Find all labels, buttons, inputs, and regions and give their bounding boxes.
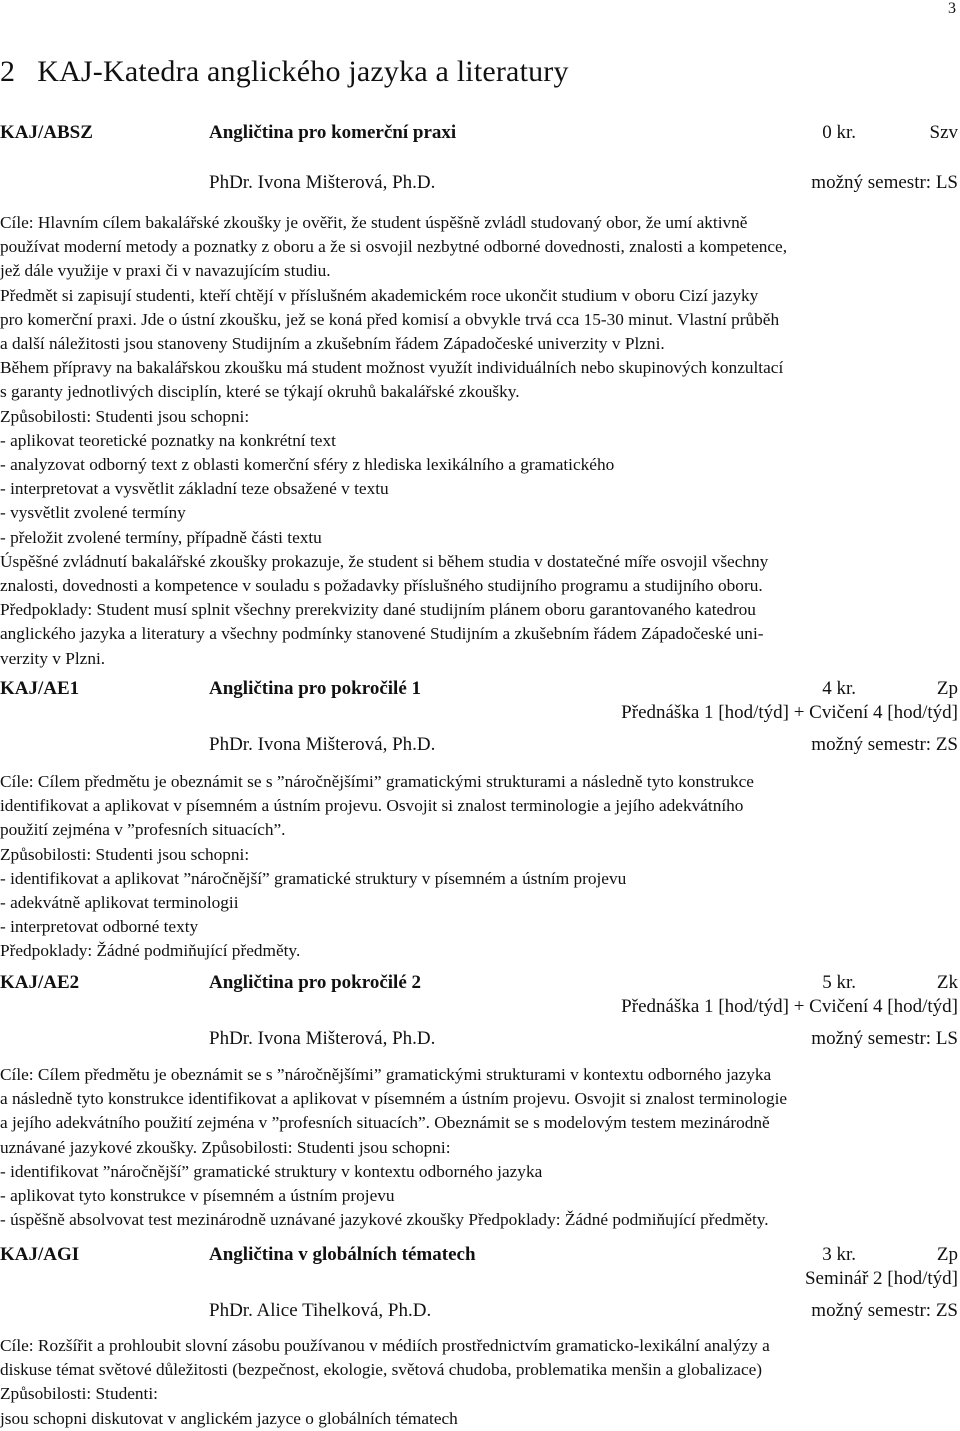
- text-line: Předmět si zapisují studenti, kteří chtějí v příslušném akademickém roce ukončit studium v oboru Cizí jazyky: [0, 285, 759, 305]
- course-code: KAJ/AE2: [0, 972, 80, 993]
- list-item: - interpretovat odborné texty: [0, 917, 199, 937]
- course-semester: možný semestr: ZS: [811, 734, 958, 755]
- course-completion: Zp: [936, 678, 958, 699]
- course-teacher: PhDr. Ivona Mišterová, Ph.D.: [209, 172, 436, 193]
- course-credits: 4 kr.: [822, 678, 856, 699]
- course-header: [0, 122, 960, 196]
- course-code: KAJ/AGI: [0, 1244, 80, 1265]
- course-completion: Szv: [929, 122, 958, 143]
- course-name: Angličtina v globálních tématech: [209, 1244, 476, 1265]
- list-item: - přeložit zvolené termíny, případně části textu: [0, 527, 322, 547]
- text-line: jež dále využije v praxi či v navazujícím studiu.: [0, 261, 331, 281]
- text-line: použití zejména v ”profesních situacích”.: [0, 820, 286, 840]
- text-line: a následně tyto konstrukce identifikovat a aplikovat v písemném a ústním projevu. Osvojit si znalost terminologie: [0, 1089, 788, 1109]
- text-line: Způsobilosti: Studenti:: [0, 1384, 158, 1404]
- list-item: - interpretovat a vysvětlit základní teze obsažené v textu: [0, 479, 389, 499]
- course-teacher: PhDr. Ivona Mišterová, Ph.D.: [209, 1028, 436, 1049]
- text-line: Úspěšné zvládnutí bakalářské zkoušky prokazuje, že student si během studia v dostatečné míře osvojil všechny: [0, 551, 769, 571]
- text-line: identifikovat a aplikovat v písemném a ústním projevu. Osvojit si znalost terminologie a jejího adekvátního: [0, 796, 744, 816]
- course-name: Angličtina pro pokročilé 1: [209, 678, 422, 699]
- text-line: Cíle: Cílem předmětu je obeznámit se s ”náročnějšími” gramatickými strukturami a následně tyto konstrukce: [0, 772, 754, 791]
- course-description: [0, 770, 960, 964]
- course-teacher: PhDr. Alice Tihelková, Ph.D.: [209, 1300, 432, 1321]
- list-item: - aplikovat teoretické poznatky na konkrétní text: [0, 430, 336, 450]
- course-credits: 0 kr.: [822, 122, 856, 143]
- text-line: Způsobilosti: Studenti jsou schopni:: [0, 844, 250, 864]
- section-heading: [0, 55, 569, 89]
- page-number: 3: [948, 0, 956, 17]
- list-item: - identifikovat a aplikovat ”náročnější” gramatické struktury v písemném a ústním projevu: [0, 868, 627, 888]
- text-line: Cíle: Cílem předmětu je obeznámit se s ”náročnějšími” gramatickými strukturami v kontextu odborného jazyka: [0, 1065, 772, 1084]
- text-line: a jejího adekvátního použití zejména v ”profesních situacích”. Obeznámit se s modelovým testem mezinárodně: [0, 1113, 770, 1133]
- text-line: Cíle: Rozšířit a prohloubit slovní zásobu používanou v médiích prostřednictvím gramaticko-lexikální analýzy a: [0, 1336, 770, 1355]
- list-item: - identifikovat ”náročnější” gramatické struktury v kontextu odborného jazyka: [0, 1161, 543, 1181]
- list-item: - analyzovat odborný text z oblasti komerční sféry z hlediska lexikálního a gramatického: [0, 455, 615, 475]
- course-semester: možný semestr: LS: [811, 1028, 958, 1049]
- text-line: Způsobilosti: Studenti jsou schopni:: [0, 406, 250, 426]
- text-line: Předpoklady: Student musí splnit všechny prerekvizity dané studijním plánem oboru garantovaného katedrou: [0, 600, 756, 620]
- text-line: a další náležitosti jsou stanoveny Studijním a zkušebním řádem Západočeské univerzity v Plzni.: [0, 334, 665, 354]
- course-credits: 3 kr.: [822, 1244, 856, 1265]
- course-description: [0, 1334, 960, 1431]
- course-teacher: PhDr. Ivona Mišterová, Ph.D.: [209, 734, 436, 755]
- text-line: Předpoklady: Žádné podmiňující předměty.: [0, 941, 301, 961]
- text-line: anglického jazyka a literatury a všechny podmínky stanovené Studijním a zkušebním řádem Západočeské uni-: [0, 624, 764, 644]
- text-line: Cíle: Hlavním cílem bakalářské zkoušky je ověřit, že student úspěšně zvládl studovaný obor, že umí aktivně: [0, 213, 748, 232]
- course-code: KAJ/AE1: [0, 678, 80, 699]
- text-line: znalosti, dovednosti a kompetence v souladu s požadavky příslušného studijního programu a studijního oboru.: [0, 576, 763, 596]
- course-semester: možný semestr: LS: [811, 172, 958, 193]
- course-completion: Zk: [936, 972, 958, 993]
- course-name: Angličtina pro pokročilé 2: [209, 972, 422, 993]
- text-line: uznávané jazykové zkoušky. Způsobilosti: Studenti jsou schopni:: [0, 1137, 451, 1157]
- course-header: [0, 1244, 960, 1324]
- course-credits: 5 kr.: [822, 972, 856, 993]
- list-item: - vysvětlit zvolené termíny: [0, 503, 186, 523]
- course-teaching-hours: Seminář 2 [hod/týd]: [804, 1268, 958, 1289]
- course-header: [0, 972, 960, 1052]
- section-title: KAJ-Katedra anglického jazyka a literatury: [37, 55, 569, 88]
- section-number: 2: [0, 55, 16, 88]
- course-code: KAJ/ABSZ: [0, 122, 93, 143]
- text-line: jsou schopni diskutovat v anglickém jazyce o globálních tématech: [0, 1408, 458, 1428]
- course-semester: možný semestr: ZS: [811, 1300, 958, 1321]
- course-name: Angličtina pro komerční praxi: [209, 122, 457, 143]
- course-header: [0, 678, 960, 758]
- list-item: - adekvátně aplikovat terminologii: [0, 893, 239, 913]
- text-line: pro komerční praxi. Jde o ústní zkoušku, jež se koná před komisí a obvykle trvá cca 15-30 minut. Vlastní průběh: [0, 309, 780, 329]
- course-description: [0, 1063, 960, 1232]
- text-line: diskuse témat světové důležitosti (bezpečnost, ekologie, světová chudoba, problematika menšin a globalizace): [0, 1360, 763, 1380]
- course-teaching-hours: Přednáška 1 [hod/týd] + Cvičení 4 [hod/týd]: [621, 996, 958, 1017]
- list-item: - úspěšně absolvovat test mezinárodně uznávané jazykové zkoušky Předpoklady: Žádné podmiňující předměty.: [0, 1210, 769, 1230]
- text-line: Během přípravy na bakalářskou zkoušku má student možnost využít individuálních nebo skupinových konzultací: [0, 358, 784, 378]
- course-completion: Zp: [936, 1244, 958, 1265]
- text-line: s garanty jednotlivých disciplín, které se týkají okruhů bakalářské zkoušky.: [0, 382, 520, 402]
- text-line: verzity v Plzni.: [0, 648, 106, 668]
- course-description: [0, 211, 960, 671]
- course-teaching-hours: Přednáška 1 [hod/týd] + Cvičení 4 [hod/týd]: [621, 702, 958, 723]
- text-line: používat moderní metody a poznatky z oboru a že si osvojil nezbytné odborné dovednosti, znalosti a kompetence,: [0, 237, 788, 257]
- list-item: - aplikovat tyto konstrukce v písemném a ústním projevu: [0, 1186, 395, 1206]
